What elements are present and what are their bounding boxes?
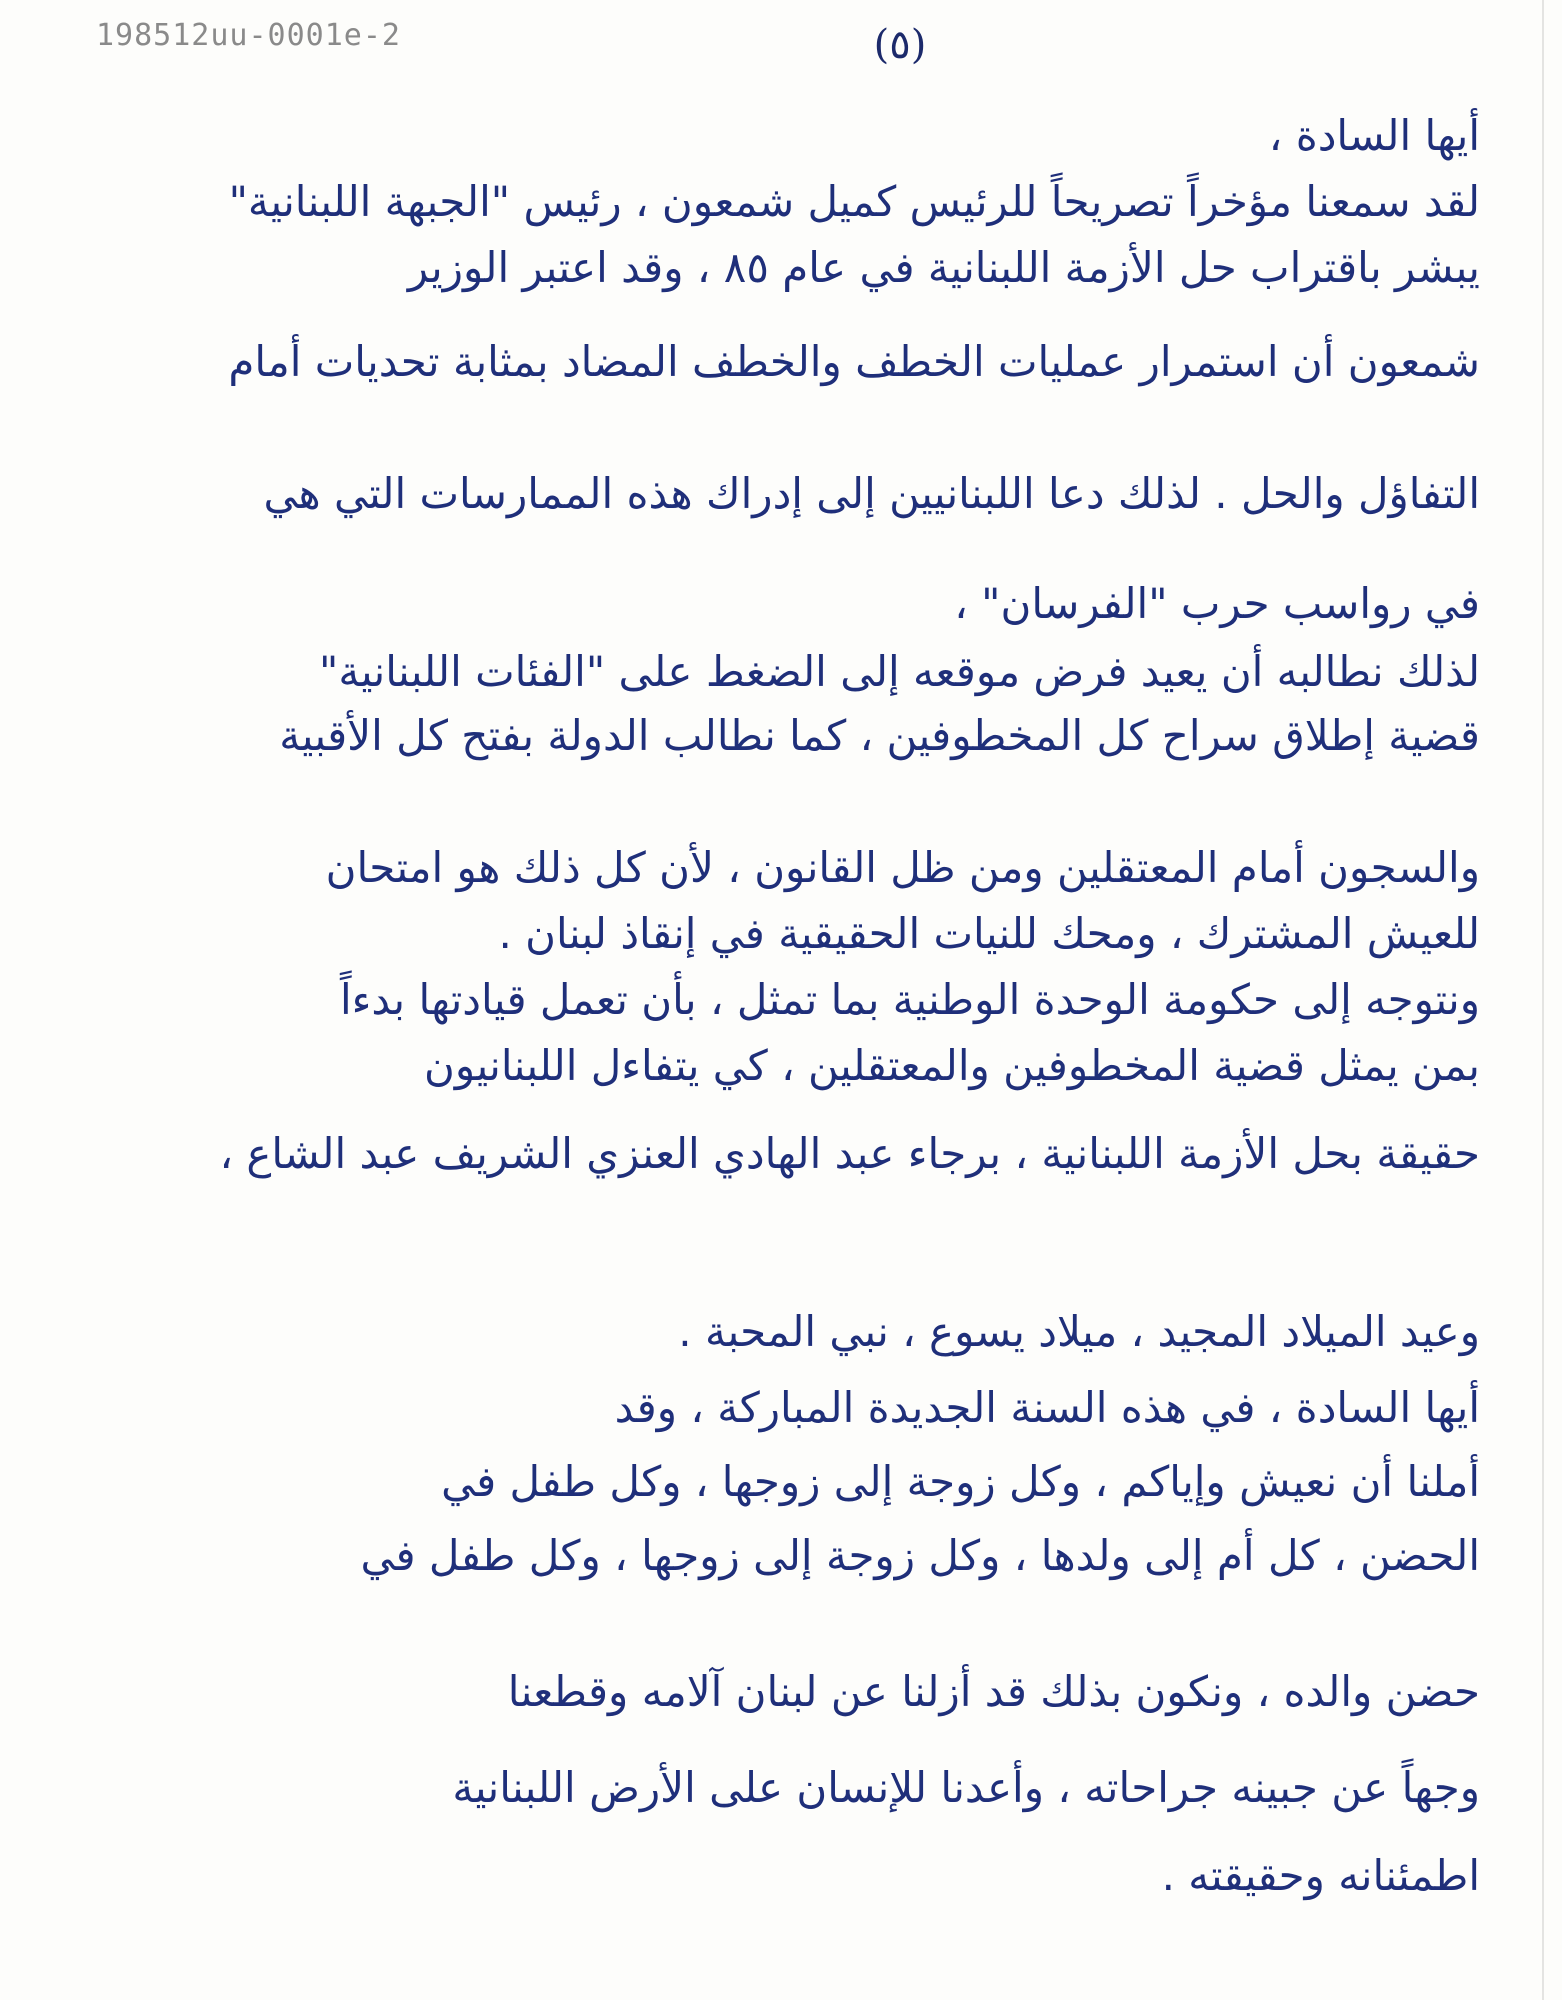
letter-line: الحضن ، كل أم إلى ولدها ، وكل زوجة إلى زوجها ، وكل طفل في [360, 1531, 1480, 1580]
letter-line: أيها السادة ، [1268, 111, 1480, 160]
letter-line: حقيقة بحل الأزمة اللبنانية ، برجاء عبد الهادي العنزي الشريف عبد الشاع ، [219, 1129, 1480, 1178]
archive-id-stamp: 198512uu-0001e-2 [96, 18, 401, 53]
letter-line: وعيد الميلاد المجيد ، ميلاد يسوع ، نبي المحبة . [678, 1307, 1480, 1356]
letter-line: اطمئنانه وحقيقته . [1161, 1851, 1480, 1900]
letter-line: يبشر باقتراب حل الأزمة اللبنانية في عام ٨٥ ، وقد اعتبر الوزير [407, 243, 1480, 292]
paper-fold-line [1542, 0, 1544, 2000]
letter-line: وجهاً عن جبينه جراحاته ، وأعدنا للإنسان على الأرض اللبنانية [452, 1763, 1480, 1812]
page-number: (٥) [873, 22, 927, 68]
letter-line: لذلك نطالبه أن يعيد فرض موقعه إلى الضغط على "الفئات اللبنانية" [319, 647, 1480, 696]
letter-line: أملنا أن نعيش وإياكم ، وكل زوجة إلى زوجها ، وكل طفل في [441, 1457, 1480, 1506]
letter-line: التفاؤل والحل . لذلك دعا اللبنانيين إلى إدراك هذه الممارسات التي هي [263, 469, 1480, 518]
letter-line: حضن والده ، ونكون بذلك قد أزلنا عن لبنان آلامه وقطعنا [507, 1667, 1480, 1716]
letter-line: في رواسب حرب "الفرسان" ، [954, 579, 1480, 628]
letter-line: شمعون أن استمرار عمليات الخطف والخطف المضاد بمثابة تحديات أمام [228, 337, 1480, 386]
letter-line: ونتوجه إلى حكومة الوحدة الوطنية بما تمثل ، بأن تعمل قيادتها بدءاً [339, 975, 1480, 1024]
letter-line: بمن يمثل قضية المخطوفين والمعتقلين ، كي يتفاءل اللبنانيون [423, 1041, 1480, 1090]
letter-line: للعيش المشترك ، ومحك للنيات الحقيقية في إنقاذ لبنان . [498, 909, 1480, 958]
letter-line: لقد سمعنا مؤخراً تصريحاً للرئيس كميل شمعون ، رئيس "الجبهة اللبنانية" [228, 177, 1480, 226]
letter-line: أيها السادة ، في هذه السنة الجديدة المباركة ، وقد [614, 1383, 1480, 1432]
letter-line: والسجون أمام المعتقلين ومن ظل القانون ، لأن كل ذلك هو امتحان [325, 843, 1480, 892]
letter-line: قضية إطلاق سراح كل المخطوفين ، كما نطالب الدولة بفتح كل الأقبية [279, 711, 1480, 760]
